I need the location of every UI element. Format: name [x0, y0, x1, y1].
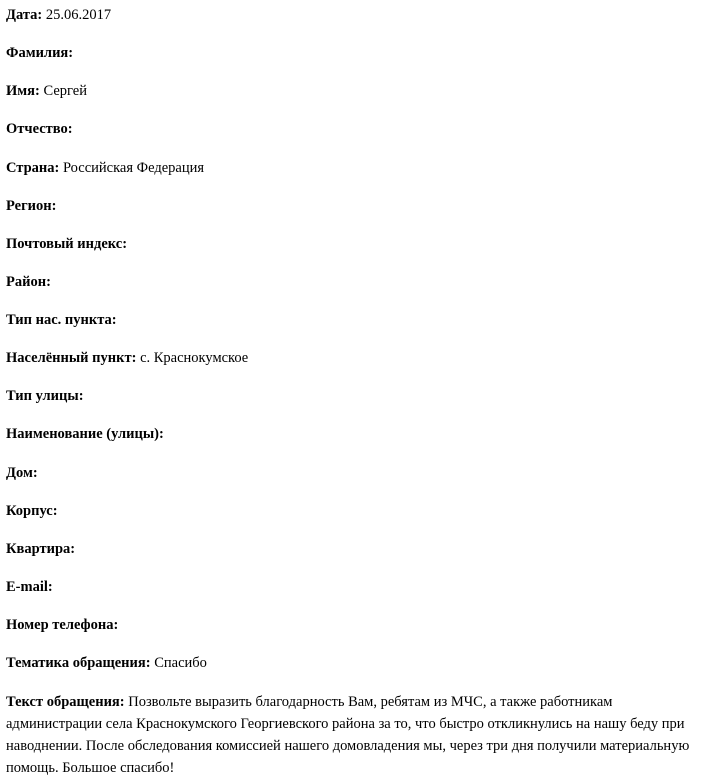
field-label-country: Страна:: [6, 159, 60, 176]
field-label-street-name: Наименование (улицы):: [6, 426, 164, 443]
field-last-name: [6, 44, 699, 62]
field-label-last-name: Фамилия:: [6, 45, 74, 62]
field-value-country: Российская Федерация: [62, 159, 205, 176]
field-label-house: Дом:: [6, 464, 38, 481]
field-label-topic: Тематика обращения:: [6, 655, 151, 672]
field-street-name: [6, 425, 699, 443]
field-building: [6, 502, 699, 520]
field-country: [6, 159, 699, 177]
field-label-first-name: Имя:: [6, 83, 40, 100]
field-region: [6, 197, 699, 215]
field-first-name: [6, 82, 699, 100]
field-label-building: Корпус:: [6, 502, 58, 519]
field-appeal-text: [6, 692, 699, 779]
field-label-apartment: Квартира:: [6, 540, 76, 557]
field-label-region: Регион:: [6, 197, 57, 214]
field-label-patronymic: Отчество:: [6, 121, 73, 138]
field-district: [6, 273, 699, 291]
field-label-settlement: Населённый пункт:: [6, 350, 137, 367]
field-street-type: [6, 387, 699, 405]
field-email: [6, 578, 699, 596]
field-postal-code: [6, 235, 699, 253]
field-phone: [6, 616, 699, 634]
field-settlement-type: [6, 311, 699, 329]
field-label-district: Район:: [6, 273, 51, 290]
field-label-postal-code: Почтовый индекс:: [6, 235, 128, 252]
field-patronymic: [6, 120, 699, 138]
field-value-topic: Спасибо: [154, 655, 207, 672]
field-value-appeal-text: Позвольте выразить благодарность Вам, ребятам из МЧС, а также работникам администрации села Краснокумского Георгиевского района за то, что быстро откликнулись на нашу беду при наводнении. После обследования комиссией нашего домовладения мы, через три дня получили материальную помощь. Большое спасибо!: [6, 694, 690, 776]
field-value-settlement: с. Краснокумское: [140, 350, 249, 367]
field-value-first-name: Сергей: [43, 83, 87, 100]
field-label-date: Дата:: [6, 7, 43, 23]
field-apartment: [6, 540, 699, 558]
field-value-date: 25.06.2017: [45, 7, 112, 23]
field-label-phone: Номер телефона:: [6, 617, 119, 633]
field-label-settlement-type: Тип нас. пункта:: [6, 312, 117, 328]
field-label-email: E-mail:: [6, 578, 53, 595]
field-label-appeal-text: Текст обращения:: [6, 694, 125, 711]
field-date: [6, 6, 699, 24]
field-topic: [6, 654, 699, 672]
field-label-street-type: Тип улицы:: [6, 388, 84, 405]
field-house: [6, 464, 699, 482]
field-settlement: [6, 349, 699, 367]
